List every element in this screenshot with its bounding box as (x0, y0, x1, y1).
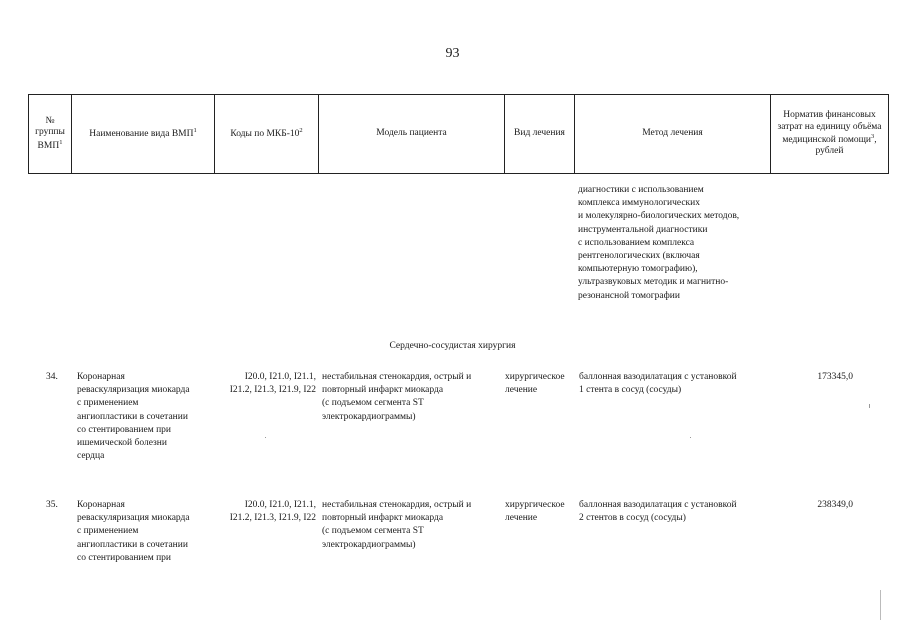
header-cost-norm-footnote: 3 (871, 132, 875, 140)
section-title: Сердечно-сосудистая хирургия (389, 341, 516, 351)
page-number: 93 (445, 46, 460, 61)
row-icd-codes: I20.0, I21.0, I21.1, I21.2, I21.3, I21.9, I22 (229, 372, 316, 396)
header-group-number-footnote: 1 (59, 138, 63, 146)
row-treatment-type: хирургическое лечение (505, 500, 565, 524)
continuation-method-text: диагностики с использованием комплекса иммунологических и молекулярно-биологических методов, инструментальной диагностики с использованием комплекса рентгенологических (включая компьютерную томографию), ультразвуковых методик и магнитно- резонансной томографии (578, 185, 740, 301)
row-number: 34. (46, 372, 58, 382)
header-icd-codes (215, 95, 319, 174)
row-treatment-type: хирургическое лечение (505, 372, 565, 396)
header-group-number (29, 95, 72, 174)
row-treatment-method: баллонная вазодилатация с установкой 1 стента в сосуд (сосуды) (579, 372, 737, 396)
header-vmp-name (72, 95, 215, 174)
row-patient-model: нестабильная стенокардия, острый и повторный инфаркт миокарда (с подъемом сегмента ST электрокардиограммы) (322, 500, 472, 550)
header-icd-codes-footnote: 2 (299, 127, 303, 135)
scan-speck (690, 437, 691, 438)
header-treatment-method: Метод лечения (575, 95, 771, 174)
header-treatment-type: Вид лечения (505, 95, 575, 174)
row-cost-norm: 173345,0 (817, 372, 853, 382)
header-vmp-name-label: Наименование вида ВМП (89, 129, 194, 140)
header-patient-model: Модель пациента (319, 95, 505, 174)
header-icd-codes-label: Коды по МКБ-10 (230, 129, 300, 140)
row-patient-model: нестабильная стенокардия, острый и повторный инфаркт миокарда (с подъемом сегмента ST электрокардиограммы) (322, 372, 472, 422)
scan-speck (869, 404, 870, 408)
table-header (28, 94, 889, 174)
row-cost-norm: 238349,0 (817, 500, 853, 510)
row-vmp-name: Коронарная реваскуляризация миокарда с применением ангиопластики в сочетании со стентированием при ишемической болезни сердца (77, 372, 190, 462)
scan-speck (265, 437, 266, 438)
header-group-number-label: № группы ВМП (35, 115, 65, 151)
header-cost-norm-unit: , рублей (815, 135, 877, 157)
header-cost-norm (771, 95, 889, 174)
row-number: 35. (46, 500, 58, 510)
header-cost-norm-label: Норматив финансовых затрат на единицу объёма медицинской помощи (777, 110, 882, 146)
row-treatment-method: баллонная вазодилатация с установкой 2 стентов в сосуд (сосуды) (579, 500, 737, 524)
row-vmp-name: Коронарная реваскуляризация миокарда с применением ангиопластики в сочетании со стентированием при (77, 500, 190, 563)
scan-speck (880, 590, 881, 620)
header-vmp-name-footnote: 1 (193, 127, 197, 135)
row-icd-codes: I20.0, I21.0, I21.1, I21.2, I21.3, I21.9, I22 (229, 500, 316, 524)
